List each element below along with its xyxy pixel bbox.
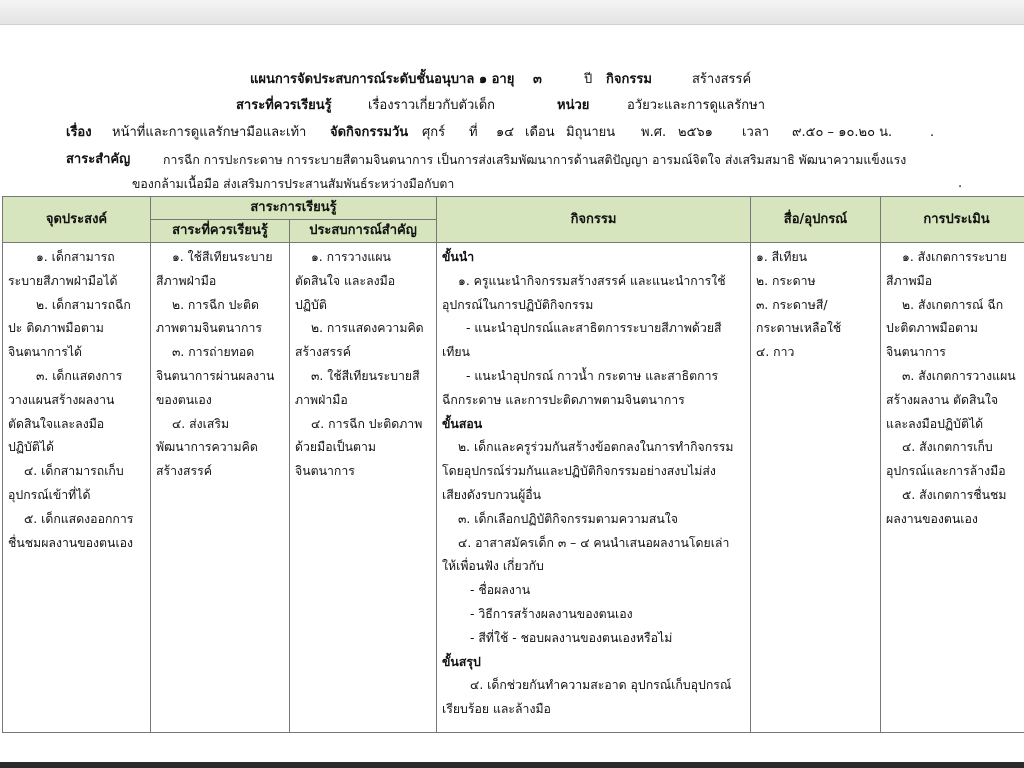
essence-trail-dot: . — [958, 176, 963, 191]
time-value: ๙.๕๐ – ๑๐.๒๐ น. — [792, 125, 893, 140]
list-item: ๔. เด็กช่วยกันทำความสะอาด อุปกรณ์เก็บอุปกรณ์ — [470, 678, 732, 693]
list-item: เสียงดังรบกวนผู้อื่น — [442, 487, 542, 502]
list-item: ระบายสีภาพฝ่ามือได้ — [8, 273, 118, 288]
list-item: อุปกรณ์และการล้างมือ — [886, 464, 1006, 479]
list-item: ปะติดภาพมือตาม — [886, 321, 979, 336]
header-activities: กิจกรรม — [437, 197, 751, 243]
list-item: โดยอุปกรณ์ร่วมกันและปฏิบัติกิจกรรมอย่างสงบไม่ส่ง — [442, 464, 716, 479]
viewer-top-bar — [0, 0, 1024, 25]
time-label: เวลา — [742, 125, 770, 140]
list-item: ตัดสินใจ และลงมือ — [295, 273, 396, 288]
list-item: อุปกรณ์เข้าที่ได้ — [8, 487, 91, 502]
list-item: สร้างสรรค์ — [156, 464, 212, 479]
activity-value: สร้างสรรค์ — [692, 72, 752, 87]
key-experience-cell — [290, 243, 437, 733]
list-item: ๒. เด็กสามารถฉีก — [36, 297, 131, 312]
topic-value: หน้าที่และการดูแลรักษามือและเท้า — [112, 125, 307, 140]
list-item: เทียน — [442, 345, 470, 360]
header-objectives: จุดประสงค์ — [3, 197, 151, 243]
year-label: พ.ศ. — [641, 125, 667, 140]
header-learning-content: สาระการเรียนรู้ — [151, 197, 437, 220]
list-item: ๓. การถ่ายทอด — [172, 345, 255, 360]
date-label: ที่ — [469, 125, 478, 140]
list-item: - แนะนำอุปกรณ์และสาธิตการระบายสีภาพด้วยสี — [466, 321, 722, 336]
line-trail-dot: . — [930, 125, 935, 140]
section-heading: ขั้นนำ — [442, 250, 475, 264]
activities-cell — [437, 243, 751, 733]
section-heading: ขั้นสรุป — [442, 654, 481, 669]
essence-line-1: การฉีก การปะกระดาษ การระบายสีตามจินตนาการ เป็นการส่งเสริมพัฒนาการด้านสติปัญญา อารมณ์จิตใจ ส่งเสริมสมาธิ พัฒนาความแข็งแรง — [163, 153, 907, 167]
list-item: ๑. สังเกตการระบาย — [902, 250, 1007, 264]
list-item: ๓. สังเกตการวางแผน — [902, 368, 1016, 383]
subject-value: เรื่องราวเกี่ยวกับตัวเด็ก — [368, 98, 496, 113]
list-item: ๑. ใช้สีเทียนระบาย — [172, 250, 273, 264]
month-label: เดือน — [525, 125, 555, 140]
list-item: - สีที่ใช้ - ชอบผลงานของตนเองหรือไม่ — [470, 630, 673, 645]
list-item: อุปกรณ์ในการปฏิบัติกิจกรรม — [442, 297, 594, 312]
list-item: - แนะนำอุปกรณ์ กาวน้ำ กระดาษ และสาธิตการ — [466, 368, 719, 383]
plan-title: แผนการจัดประสบการณ์ระดับชั้นอนุบาล ๑ อายุ — [250, 72, 515, 87]
assessment-cell — [881, 243, 1024, 733]
header-should-learn: สาระที่ควรเรียนรู้ — [151, 220, 290, 243]
list-item: ๔. สังเกตการเก็บ — [902, 440, 993, 455]
list-item: ๓. ใช้สีเทียนระบายสี — [311, 368, 420, 383]
list-item: ฉีกกระดาษ และการปะติดภาพตามจินตนาการ — [442, 392, 685, 407]
list-item: จินตนาการได้ — [8, 345, 83, 360]
list-item: ๓. กระดาษสี/ — [756, 297, 828, 312]
activity-label: กิจกรรม — [606, 72, 652, 87]
age-value: ๓ — [533, 72, 542, 87]
list-item: จินตนาการ — [295, 464, 355, 479]
list-item: ปฏิบัติ — [295, 297, 327, 312]
list-item: ๔. การฉีก ปะติดภาพ — [311, 416, 423, 431]
viewer-bottom-bar — [0, 762, 1024, 768]
list-item: ๒. เด็กและครูร่วมกันสร้างข้อตกลงในการทำกิจกรรม — [458, 440, 734, 455]
list-item: จินตนาการ — [886, 345, 946, 360]
list-item: ๒. การฉีก ปะติด — [172, 297, 259, 312]
unit-value: อวัยวะและการดูแลรักษา — [627, 98, 765, 113]
list-item: ภาพฝ่ามือ — [295, 392, 348, 407]
list-item: จินตนาการผ่านผลงาน — [156, 368, 275, 383]
list-item: สร้างผลงาน ตัดสินใจ — [886, 392, 999, 407]
list-item: - ชื่อผลงาน — [470, 583, 531, 598]
list-item: ๒. กระดาษ — [756, 273, 816, 288]
list-item: ของตนเอง — [156, 392, 212, 407]
list-item: เรียบร้อย และล้างมือ — [442, 702, 551, 717]
list-item: - วิธีการสร้างผลงานของตนเอง — [470, 606, 633, 621]
list-item: ปฏิบัติได้ — [8, 440, 55, 455]
list-item: ผลงานของตนเอง — [886, 511, 978, 526]
list-item: ๓. เด็กเลือกปฏิบัติกิจกรรมตามความสนใจ — [458, 511, 678, 526]
list-item: ๒. สังเกตการณ์ ฉีก — [902, 297, 1004, 312]
list-item: ให้เพื่อนฟัง เกี่ยวกับ — [442, 559, 544, 574]
list-item: วางแผนสร้างผลงาน — [8, 392, 115, 407]
list-item: ตัดสินใจและลงมือ — [8, 416, 105, 431]
header-assessment: การประเมิน — [881, 197, 1024, 243]
list-item: ๔. กาว — [756, 345, 795, 360]
plan-table — [2, 196, 1024, 733]
list-item: ๔. ส่งเสริม — [172, 416, 230, 431]
list-item: สีภาพฝ่ามือ — [156, 273, 217, 288]
list-item: กระดาษเหลือใช้ — [756, 321, 842, 336]
list-item: ภาพตามจินตนาการ — [156, 321, 262, 336]
header-key-experience: ประสบการณ์สำคัญ — [290, 220, 437, 243]
list-item: ๓. เด็กแสดงการ — [36, 368, 123, 383]
list-item: ปะ ติดภาพมือตาม — [8, 321, 104, 336]
list-item: ๑. ครูแนะนำกิจกรรมสร้างสรรค์ และแนะนำการใช้ — [458, 273, 726, 288]
materials-cell — [751, 243, 881, 733]
subject-label: สาระที่ควรเรียนรู้ — [236, 98, 332, 113]
list-item: ด้วยมือเป็นตาม — [295, 440, 376, 455]
list-item: ๔. เด็กสามารถเก็บ — [24, 464, 124, 479]
list-item: สร้างสรรค์ — [295, 345, 351, 360]
day-label: จัดกิจกรรมวัน — [330, 125, 409, 140]
topic-label: เรื่อง — [66, 125, 92, 140]
list-item: ๑. สีเทียน — [756, 250, 808, 264]
list-item: ๕. เด็กแสดงออกการ — [24, 511, 134, 526]
month-value: มิถุนายน — [566, 125, 616, 140]
list-item: ๑. เด็กสามารถ — [36, 250, 115, 264]
should-learn-cell — [151, 243, 290, 733]
header-materials: สื่อ/อุปกรณ์ — [751, 197, 881, 243]
list-item: ๑. การวางแผน — [311, 250, 391, 264]
list-item: ชื่นชมผลงานของตนเอง — [8, 535, 134, 550]
list-item: สีภาพมือ — [886, 273, 933, 288]
age-unit: ปี — [584, 72, 593, 87]
objectives-cell — [3, 243, 151, 733]
list-item: ๕. สังเกตการชื่นชม — [902, 487, 1007, 502]
list-item: ๒. การแสดงความคิด — [311, 321, 424, 336]
list-item: ๔. อาสาสมัครเด็ก ๓ – ๔ คนนำเสนอผลงานโดยเล่า — [458, 535, 730, 550]
section-heading: ขั้นสอน — [442, 416, 483, 431]
day-value: ศุกร์ — [422, 125, 446, 140]
essence-label: สาระสำคัญ — [66, 152, 131, 167]
date-value: ๑๔ — [496, 125, 515, 140]
unit-label: หน่วย — [557, 98, 590, 113]
year-value: ๒๕๖๑ — [678, 125, 713, 140]
list-item: และลงมือปฏิบัติได้ — [886, 416, 984, 431]
essence-line-2: ของกล้ามเนื้อมือ ส่งเสริมการประสานสัมพันธ์ระหว่างมือกับตา — [132, 177, 455, 191]
list-item: พัฒนาการความคิด — [156, 440, 258, 455]
